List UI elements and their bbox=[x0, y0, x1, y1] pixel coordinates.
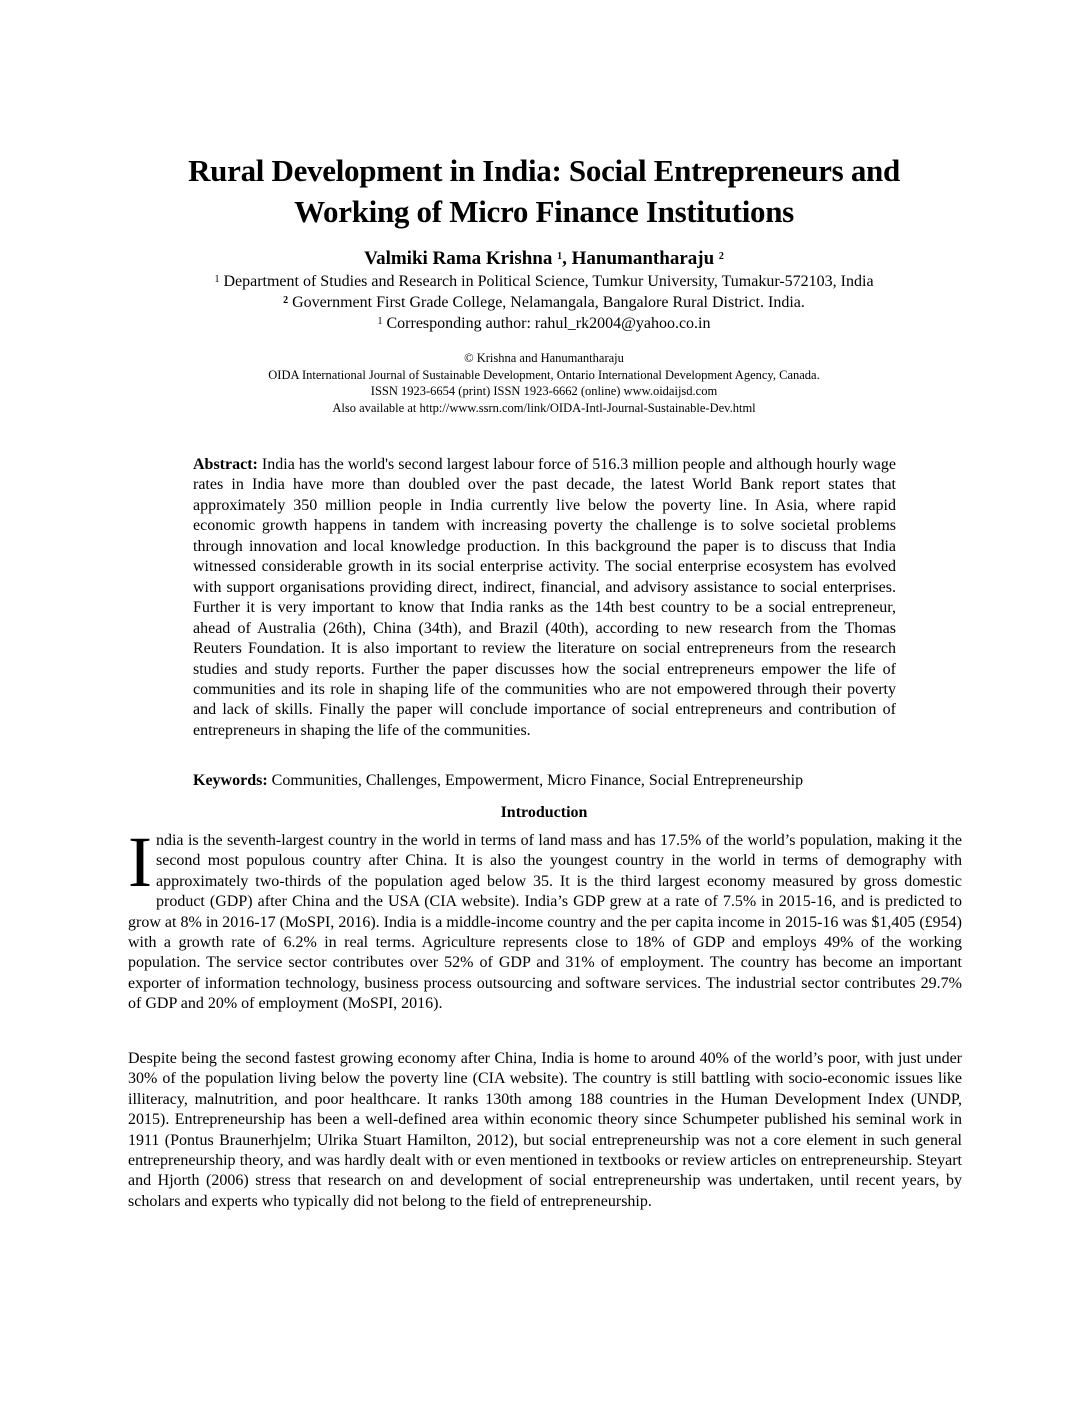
affiliation-1 bbox=[100, 272, 988, 292]
issn-line: ISSN 1923-6654 (print) ISSN 1923-6662 (online) www.oidaijsd.com bbox=[370, 384, 718, 399]
availability-line: Also available at http://www.ssrn.com/link/OIDA-Intl-Journal-Sustainable-Dev.html bbox=[332, 401, 756, 416]
drop-cap: I bbox=[128, 822, 152, 902]
keywords-label: Keywords: bbox=[193, 772, 268, 789]
abstract-text: India has the world's second largest labour force of 516.3 million people and although hourly wage rates in India have more than doubled over the past decade, the latest World Bank report states that approximately 350 million people in India currently live below the poverty line. In Asia, where rapid economic growth happens in tandem with increasing poverty the challenge is to solve societal problems through innovation and local knowledge production. In this background the paper is to discuss that India witnessed considerable growth in its social enterprise activity. The social enterprise ecosystem has evolved with support organisations providing direct, indirect, financial, and advisory assistance to social enterprises. Further it is very important to know that India ranks as the 14th best country to be a social entrepreneur, ahead of Australia (26th), China (34th), and Brazil (40th), according to new research from the Thomas Reuters Foundation. It is also important to review the literature on social entrepreneurs from the research studies and study reports. Further the paper discusses how the social entrepreneurs empower the life of communities and its role in shaping life of the communities who are not empowered through their poverty and lack of skills. Finally the paper will conclude importance of social entrepreneurs and contribution of entrepreneurs in shaping the life of the communities. bbox=[193, 456, 897, 739]
intro-paragraph-2: Despite being the second fastest growing economy after China, India is home to around 40% of the world’s poor, with just under 30% of the population living below the poverty line (CIA website). The country is still battling with socio-economic issues like illiteracy, malnutrition, and poor healthcare. It ranks 130th among 188 countries in the Human Development Index (UNDP, 2015). Entrepreneurship has been a well-defined area within economic theory since Schumpeter published his seminal work in 1911 (Pontus Braunerhjelm; Ulrika Stuart Hamilton, 2012), but social entrepreneurship was not a core element in such general entrepreneurship theory, and was hardly dealt with or even mentioned in textbooks or review articles on entrepreneurship. Steyart and Hjorth (2006) stress that research on and development of social entrepreneurship was undertaken, until recent years, by scholars and experts who typically did not belong to the field of entrepreneurship. bbox=[128, 1050, 962, 1210]
affiliation-text: Government First Grade College, Nelamangala, Bangalore Rural District. India. bbox=[292, 294, 805, 311]
intro-paragraph-1-text: ndia is the seventh-largest country in the world in terms of land mass and has 17.5% of the world’s population, making it the second most populous country after China. It is also the youngest country in the world in terms of demography with approximately two-thirds of the population aged below 35. It is the third largest economy measured by gross domestic product (GDP) after China and the USA (CIA website). India’s GDP grew at a rate of 7.5% in 2015-16, and is predicted to grow at 8% in 2016-17 (MoSPI, 2016). India is a middle-income country and the per capita income in 2015-16 was $1,405 (£954) with a growth rate of 6.2% in real terms. Agriculture represents close to 18% of GDP and employs 49% of the working population. The service sector contributes over 52% of GDP and 31% of employment. The country has become an important exporter of information technology, business process outsourcing and software services. The industrial sector contributes 29.7% of GDP and 20% of employment (MoSPI, 2016). bbox=[128, 832, 962, 1013]
keywords-text: Communities, Challenges, Empowerment, Micro Finance, Social Entrepreneurship bbox=[271, 772, 804, 789]
author-affil-mark: 2 bbox=[718, 251, 724, 262]
journal-line: OIDA International Journal of Sustainable Development, Ontario International Development Agency, Canada. bbox=[268, 367, 820, 382]
abstract bbox=[193, 455, 896, 741]
author-separator: , bbox=[562, 248, 572, 269]
keywords bbox=[193, 771, 913, 791]
title-line-1: Rural Development in India: Social Entrepreneurs and bbox=[188, 153, 900, 188]
author-name: Hanumantharaju bbox=[571, 248, 715, 269]
paper-title bbox=[100, 150, 988, 232]
author-affil-mark: 1 bbox=[557, 251, 563, 262]
title-line-2: Working of Micro Finance Institutions bbox=[294, 194, 794, 229]
intro-paragraph-1 bbox=[128, 822, 962, 1015]
author-list bbox=[100, 247, 988, 271]
corresponding-author bbox=[100, 314, 988, 334]
affiliation-2 bbox=[100, 293, 988, 313]
publication-info bbox=[100, 350, 988, 417]
author-name: Valmiki Rama Krishna bbox=[364, 248, 553, 269]
affiliation-mark: 1 bbox=[214, 274, 220, 285]
corresponding-mark: 1 bbox=[377, 316, 383, 327]
corresponding-author-text: Corresponding author: rahul_rk2004@yahoo.co.in bbox=[386, 315, 711, 332]
affiliation-mark: 2 bbox=[283, 295, 289, 306]
copyright-line: © Krishna and Hanumantharaju bbox=[464, 351, 624, 365]
affiliation-text: Department of Studies and Research in Political Science, Tumkur University, Tumakur-572103, India bbox=[223, 273, 874, 290]
abstract-label: Abstract: bbox=[193, 456, 258, 473]
section-heading-introduction: Introduction bbox=[500, 804, 588, 821]
